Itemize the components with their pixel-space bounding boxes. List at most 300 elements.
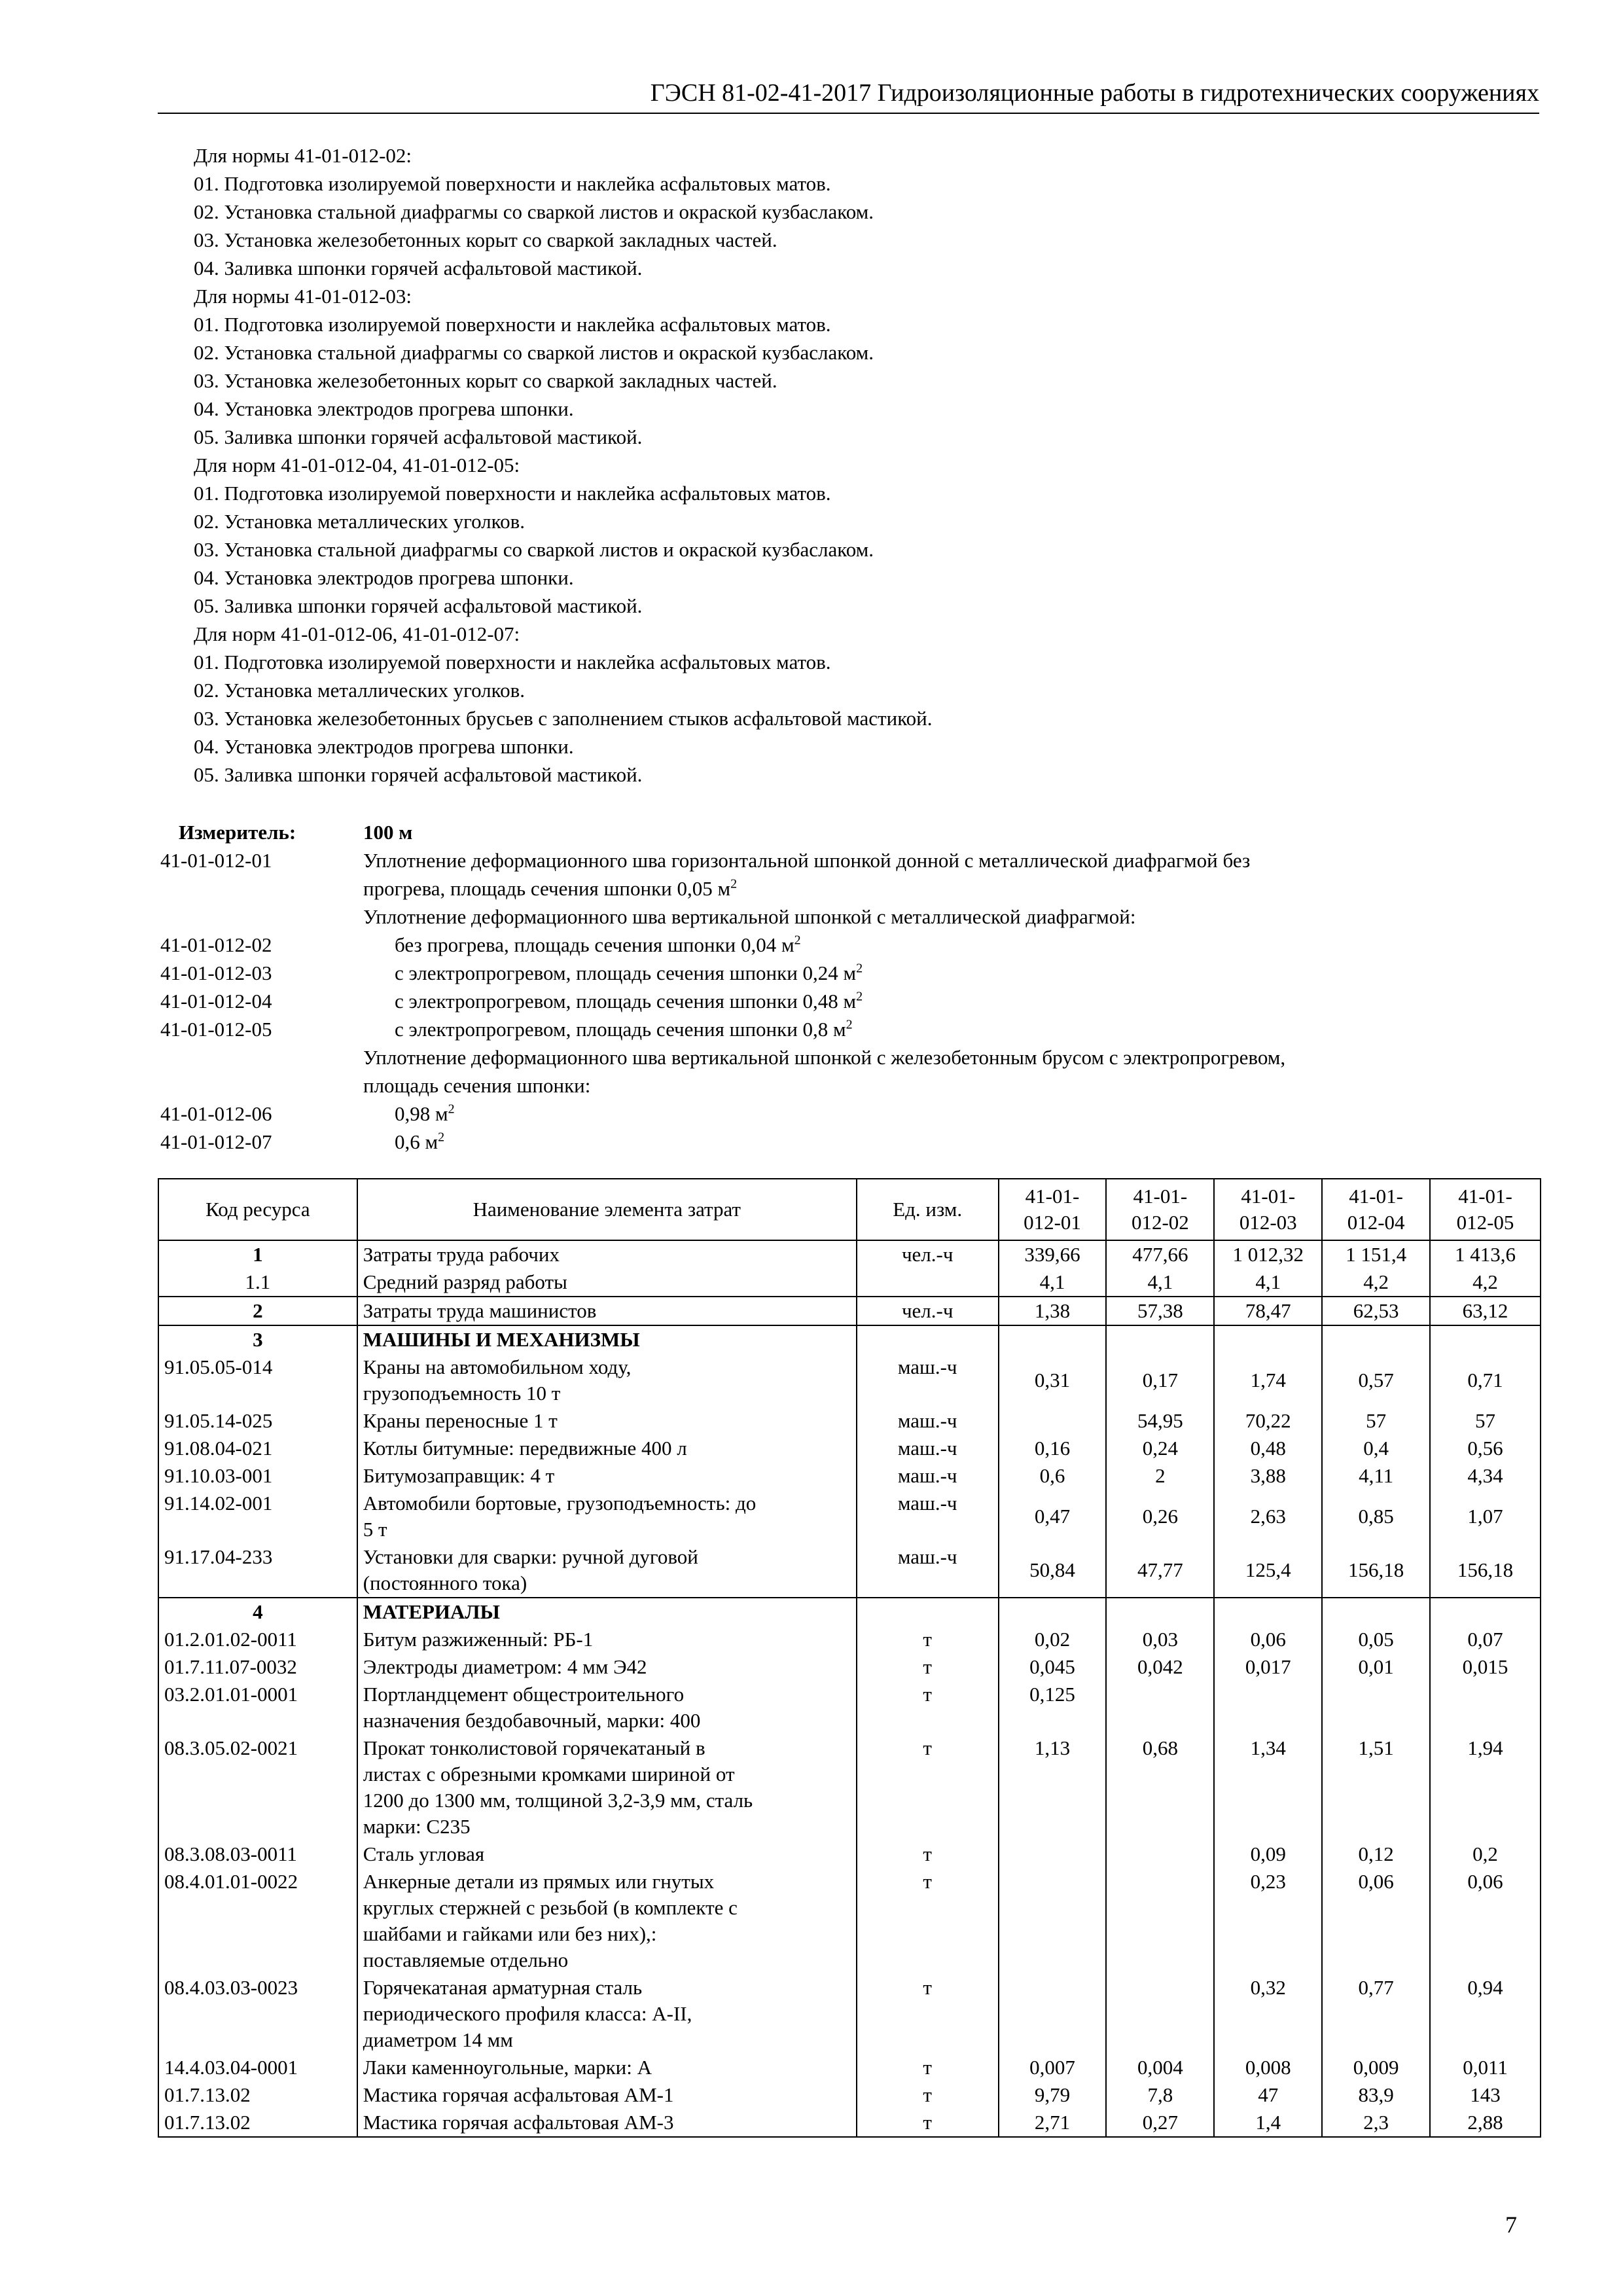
value-cell: 9,79 (999, 2081, 1107, 2109)
norm-text: площадь сечения шпонки: (363, 1074, 591, 1097)
work-line: 02. Установка стальной диафрагмы со сваркой листов и окраской кузбаслаком. (194, 200, 874, 223)
header-norm-line: 012-01 (1024, 1211, 1081, 1234)
value-cell: 63,12 (1430, 1297, 1541, 1325)
value-cell: 4,1 (1214, 1268, 1322, 1297)
value-cell: 0,2 (1430, 1840, 1541, 1868)
norm-text: без прогрева, площадь сечения шпонки 0,04 м (395, 933, 794, 956)
resource-code: 08.4.03.03-0023 (158, 1974, 357, 2054)
measure-value: 100 м (363, 821, 413, 844)
measure-item (160, 987, 1541, 1015)
value-cell: 156,18 (1322, 1543, 1430, 1598)
norm-code (160, 1071, 363, 1100)
value-cell (1322, 1598, 1430, 1626)
norm-code: 41-01-012-07 (160, 1130, 272, 1153)
resource-name (357, 2054, 857, 2081)
value-cell (999, 1974, 1107, 2054)
value-cell (1106, 1681, 1214, 1734)
resource-name (357, 1325, 857, 1354)
value-cell: 0,85 (1322, 1490, 1430, 1543)
resource-name (357, 2081, 857, 2109)
header-norm-line: 012-04 (1347, 1211, 1405, 1234)
measure-item (160, 874, 1541, 903)
norm-text: 0,98 м (395, 1102, 448, 1125)
resource-name-line: Портландцемент общестроительного (363, 1683, 685, 1706)
value-cell: 0,4 (1322, 1435, 1430, 1462)
value-cell: 47 (1214, 2081, 1322, 2109)
value-cell: 0,27 (1106, 2109, 1214, 2137)
table-row (158, 2081, 1541, 2109)
resource-code: 14.4.03.04-0001 (158, 2054, 357, 2081)
value-cell: 2,88 (1430, 2109, 1541, 2137)
measure-item (160, 1043, 1541, 1071)
resource-name (357, 1868, 857, 1974)
header-norm-line: 012-03 (1239, 1211, 1297, 1234)
header-name: Наименование элемента затрат (357, 1179, 857, 1240)
value-cell: 4,2 (1322, 1268, 1430, 1297)
norm-code: 41-01-012-01 (160, 849, 272, 872)
resource-code: 01.7.13.02 (158, 2109, 357, 2137)
resource-name (357, 1490, 857, 1543)
resource-name (357, 1407, 857, 1435)
value-cell: 1 012,32 (1214, 1240, 1322, 1268)
unit-cell: маш.-ч (857, 1407, 999, 1435)
resource-name (357, 1734, 857, 1840)
header-norm-5 (1430, 1179, 1541, 1240)
resource-name-line: листах с обрезными кромками шириной от (363, 1763, 735, 1785)
value-cell: 125,4 (1214, 1543, 1322, 1598)
value-cell (1430, 1598, 1541, 1626)
measure-item (160, 903, 1541, 931)
value-cell: 0,56 (1430, 1435, 1541, 1462)
table-row (158, 1407, 1541, 1435)
measure-label: Измеритель: (179, 821, 296, 844)
unit-cell (857, 1325, 999, 1354)
work-line: 04. Заливка шпонки горячей асфальтовой мастикой. (194, 257, 643, 279)
norm-code (160, 903, 363, 931)
resource-name-line: назначения бездобавочный, марки: 400 (363, 1709, 701, 1732)
unit-cell: чел.-ч (857, 1240, 999, 1268)
resource-name-line: (постоянного тока) (363, 1571, 527, 1594)
value-cell: 4,1 (1106, 1268, 1214, 1297)
value-cell: 70,22 (1214, 1407, 1322, 1435)
norm-description (363, 1128, 1541, 1156)
header-norm-line: 41-01- (1133, 1185, 1188, 1208)
value-cell: 0,12 (1322, 1840, 1430, 1868)
norm-description (363, 1100, 1541, 1128)
value-cell: 47,77 (1106, 1543, 1214, 1598)
resource-name (357, 1543, 857, 1598)
resource-code: 1 (158, 1240, 357, 1268)
work-line: Для нормы 41-01-012-03: (194, 285, 412, 308)
resource-name-line: 5 т (363, 1518, 387, 1541)
resource-name-line: поставляемые отдельно (363, 1948, 569, 1971)
page-number: 7 (1505, 2212, 1517, 2238)
value-cell: 0,07 (1430, 1626, 1541, 1653)
value-cell (1106, 1840, 1214, 1868)
resource-name-line: Средний разряд работы (363, 1270, 567, 1293)
value-cell (1430, 1681, 1541, 1734)
value-cell: 0,24 (1106, 1435, 1214, 1462)
norm-code (160, 1043, 363, 1071)
table-row (158, 1240, 1541, 1268)
unit-cell: маш.-ч (857, 1354, 999, 1407)
measure-item (160, 1071, 1541, 1100)
resource-code: 91.05.05-014 (158, 1354, 357, 1407)
work-line: 04. Установка электродов прогрева шпонки. (194, 735, 574, 758)
unit-cell: маш.-ч (857, 1435, 999, 1462)
measure-item (160, 1128, 1541, 1156)
resource-code: 08.3.08.03-0011 (158, 1840, 357, 1868)
value-cell (1106, 1868, 1214, 1974)
value-cell: 0,6 (999, 1462, 1107, 1490)
value-cell: 0,77 (1322, 1974, 1430, 2054)
resource-name-line: марки: С235 (363, 1815, 471, 1838)
resource-name (357, 1681, 857, 1734)
value-cell: 0,009 (1322, 2054, 1430, 2081)
header-norm-1 (999, 1179, 1107, 1240)
value-cell: 0,01 (1322, 1653, 1430, 1681)
header-code: Код ресурса (158, 1179, 357, 1240)
value-cell: 1,51 (1322, 1734, 1430, 1840)
value-cell (999, 1325, 1107, 1354)
unit-exponent: 2 (438, 1130, 445, 1145)
resource-name-line: Анкерные детали из прямых или гнутых (363, 1870, 715, 1893)
value-cell: 0,015 (1430, 1653, 1541, 1681)
norm-code: 41-01-012-05 (160, 1018, 272, 1041)
unit-cell: т (857, 1734, 999, 1840)
value-cell: 0,06 (1322, 1868, 1430, 1974)
unit-cell (857, 1268, 999, 1297)
value-cell: 0,48 (1214, 1435, 1322, 1462)
value-cell: 0,94 (1430, 1974, 1541, 2054)
value-cell: 0,06 (1430, 1868, 1541, 1974)
unit-cell: т (857, 2081, 999, 2109)
work-line: 03. Установка стальной диафрагмы со сваркой листов и окраской кузбаслаком. (194, 538, 874, 561)
value-cell: 1,13 (999, 1734, 1107, 1840)
norm-code: 41-01-012-02 (160, 933, 272, 956)
resource-name-line: Краны переносные 1 т (363, 1409, 558, 1432)
unit-cell (857, 1598, 999, 1626)
table-row (158, 1297, 1541, 1325)
header-norm-line: 41-01- (1241, 1185, 1296, 1208)
resource-name-line: грузоподъемность 10 т (363, 1382, 561, 1405)
value-cell: 4,34 (1430, 1462, 1541, 1490)
measure-section (160, 818, 1541, 1156)
value-cell: 54,95 (1106, 1407, 1214, 1435)
unit-cell: маш.-ч (857, 1462, 999, 1490)
norm-text: Уплотнение деформационного шва горизонтальной шпонкой донной с металлической диафрагмой без (363, 849, 1251, 872)
value-cell: 57 (1430, 1407, 1541, 1435)
value-cell (1106, 1974, 1214, 2054)
resource-name (357, 1626, 857, 1653)
value-cell: 1,07 (1430, 1490, 1541, 1543)
value-cell (1214, 1325, 1322, 1354)
resource-code: 91.14.02-001 (158, 1490, 357, 1543)
resource-name-line: круглых стержней с резьбой (в комплекте с (363, 1896, 738, 1919)
norm-description (363, 874, 1541, 903)
resource-code: 08.4.01.01-0022 (158, 1868, 357, 1974)
resource-name-line: Битумозаправщик: 4 т (363, 1464, 555, 1487)
value-cell: 0,06 (1214, 1626, 1322, 1653)
work-line: Для норм 41-01-012-06, 41-01-012-07: (194, 622, 520, 645)
value-cell: 4,1 (999, 1268, 1107, 1297)
value-cell: 1 151,4 (1322, 1240, 1430, 1268)
resource-code: 3 (158, 1325, 357, 1354)
resource-name (357, 1840, 857, 1868)
value-cell: 3,88 (1214, 1462, 1322, 1490)
measure-item (160, 846, 1541, 874)
resource-name (357, 1435, 857, 1462)
norm-description (363, 903, 1541, 931)
table-row (158, 2054, 1541, 2081)
value-cell: 1,4 (1214, 2109, 1322, 2137)
resource-name-line: Затраты труда рабочих (363, 1243, 560, 1266)
resource-code: 01.2.01.02-0011 (158, 1626, 357, 1653)
value-cell: 1,94 (1430, 1734, 1541, 1840)
resource-code: 91.05.14-025 (158, 1407, 357, 1435)
table-row (158, 1653, 1541, 1681)
value-cell: 0,05 (1322, 1626, 1430, 1653)
resource-name-line: Мастика горячая асфальтовая АМ-3 (363, 2111, 674, 2134)
norm-text: с электропрогревом, площадь сечения шпонки 0,48 м (395, 990, 857, 1013)
norm-code: 41-01-012-03 (160, 961, 272, 984)
value-cell: 0,004 (1106, 2054, 1214, 2081)
work-line: Для нормы 41-01-012-02: (194, 144, 412, 167)
value-cell: 0,03 (1106, 1626, 1214, 1653)
table-header-row (158, 1179, 1541, 1240)
measure-item (160, 1100, 1541, 1128)
work-composition (194, 141, 933, 789)
value-cell (1322, 1325, 1430, 1354)
header-norm-line: 41-01- (1458, 1185, 1512, 1208)
resource-name (357, 1598, 857, 1626)
value-cell: 0,017 (1214, 1653, 1322, 1681)
unit-cell: т (857, 1626, 999, 1653)
value-cell: 0,47 (999, 1490, 1107, 1543)
resource-code: 01.7.11.07-0032 (158, 1653, 357, 1681)
resource-name-line: МАТЕРИАЛЫ (363, 1600, 500, 1623)
resource-code: 91.08.04-021 (158, 1435, 357, 1462)
unit-cell: чел.-ч (857, 1297, 999, 1325)
value-cell: 0,007 (999, 2054, 1107, 2081)
table-row (158, 1462, 1541, 1490)
value-cell: 1,34 (1214, 1734, 1322, 1840)
value-cell (999, 1407, 1107, 1435)
resource-code: 2 (158, 1297, 357, 1325)
value-cell: 2,63 (1214, 1490, 1322, 1543)
work-line: 05. Заливка шпонки горячей асфальтовой мастикой. (194, 594, 643, 617)
norm-text: Уплотнение деформационного шва вертикальной шпонкой с металлической диафрагмой: (363, 905, 1136, 928)
norm-text: 0,6 м (395, 1130, 438, 1153)
table-row (158, 1681, 1541, 1734)
table-row (158, 1840, 1541, 1868)
norm-code: 41-01-012-06 (160, 1102, 272, 1125)
value-cell: 2,71 (999, 2109, 1107, 2137)
value-cell: 0,32 (1214, 1974, 1322, 2054)
resource-name-line: Мастика горячая асфальтовая АМ-1 (363, 2083, 674, 2106)
resource-code: 91.10.03-001 (158, 1462, 357, 1490)
resource-name (357, 1653, 857, 1681)
value-cell: 1,74 (1214, 1354, 1322, 1407)
table-row (158, 1868, 1541, 1974)
value-cell (1106, 1325, 1214, 1354)
value-cell: 0,71 (1430, 1354, 1541, 1407)
value-cell: 143 (1430, 2081, 1541, 2109)
unit-exponent: 2 (448, 1102, 455, 1117)
resource-name-line: Затраты труда машинистов (363, 1299, 597, 1322)
work-line: 03. Установка железобетонных корыт со сваркой закладных частей. (194, 369, 777, 392)
resource-name (357, 1354, 857, 1407)
work-line: 03. Установка железобетонных корыт со сваркой закладных частей. (194, 228, 777, 251)
value-cell: 1,38 (999, 1297, 1107, 1325)
value-cell: 7,8 (1106, 2081, 1214, 2109)
resource-name-line: диаметром 14 мм (363, 2028, 513, 2051)
norm-description (363, 1015, 1541, 1043)
resource-name-line: Автомобили бортовые, грузоподъемность: до (363, 1492, 757, 1515)
value-cell (1106, 1598, 1214, 1626)
resource-name-line: Электроды диаметром: 4 мм Э42 (363, 1655, 647, 1678)
resource-code: 4 (158, 1598, 357, 1626)
measure-item (160, 1015, 1541, 1043)
resource-name-line: Лаки каменноугольные, марки: А (363, 2056, 652, 2079)
resource-name (357, 1297, 857, 1325)
unit-cell: т (857, 1840, 999, 1868)
resource-code: 1.1 (158, 1268, 357, 1297)
norm-code (160, 874, 363, 903)
value-cell: 0,125 (999, 1681, 1107, 1734)
table-row (158, 1325, 1541, 1354)
value-cell: 477,66 (1106, 1240, 1214, 1268)
value-cell: 0,011 (1430, 2054, 1541, 2081)
unit-cell: маш.-ч (857, 1490, 999, 1543)
value-cell: 1 413,6 (1430, 1240, 1541, 1268)
header-norm-4 (1322, 1179, 1430, 1240)
table-row (158, 1490, 1541, 1543)
resource-code: 01.7.13.02 (158, 2081, 357, 2109)
value-cell (999, 1868, 1107, 1974)
table-row (158, 1354, 1541, 1407)
page-header: ГЭСН 81-02-41-2017 Гидроизоляционные работы в гидротехнических сооружениях (158, 77, 1539, 114)
header-norm-line: 41-01- (1025, 1185, 1080, 1208)
value-cell (1214, 1598, 1322, 1626)
unit-exponent: 2 (856, 961, 863, 976)
value-cell: 0,26 (1106, 1490, 1214, 1543)
norm-code: 41-01-012-04 (160, 990, 272, 1013)
work-line: 02. Установка металлических уголков. (194, 510, 526, 533)
unit-cell: т (857, 2054, 999, 2081)
resource-name (357, 1462, 857, 1490)
norm-description (363, 1071, 1541, 1100)
unit-exponent: 2 (856, 989, 863, 1004)
table-row (158, 1268, 1541, 1297)
resource-name-line: Горячекатаная арматурная сталь (363, 1976, 643, 1999)
norm-description (363, 846, 1541, 874)
work-line: 02. Установка стальной диафрагмы со сваркой листов и окраской кузбаслаком. (194, 341, 874, 364)
header-norm-line: 41-01- (1349, 1185, 1403, 1208)
unit-cell: маш.-ч (857, 1543, 999, 1598)
resource-name-line: Установки для сварки: ручной дуговой (363, 1545, 698, 1568)
work-line: 03. Установка железобетонных брусьев с заполнением стыков асфальтовой мастикой. (194, 707, 933, 730)
work-line: 04. Установка электродов прогрева шпонки. (194, 397, 574, 420)
work-line: 05. Заливка шпонки горячей асфальтовой мастикой. (194, 763, 643, 786)
unit-cell: т (857, 1653, 999, 1681)
resource-name (357, 1974, 857, 2054)
value-cell: 339,66 (999, 1240, 1107, 1268)
value-cell: 2 (1106, 1462, 1214, 1490)
value-cell: 0,57 (1322, 1354, 1430, 1407)
header-norm-2 (1106, 1179, 1214, 1240)
measure-item (160, 931, 1541, 959)
value-cell: 156,18 (1430, 1543, 1541, 1598)
value-cell: 0,23 (1214, 1868, 1322, 1974)
table-row (158, 2109, 1541, 2137)
value-cell (1214, 1681, 1322, 1734)
value-cell: 57 (1322, 1407, 1430, 1435)
resource-code: 03.2.01.01-0001 (158, 1681, 357, 1734)
norm-text: Уплотнение деформационного шва вертикальной шпонкой с железобетонным брусом с электропрогревом, (363, 1046, 1286, 1069)
value-cell: 0,045 (999, 1653, 1107, 1681)
resource-name-line: Сталь угловая (363, 1842, 485, 1865)
resource-name (357, 1240, 857, 1268)
value-cell: 78,47 (1214, 1297, 1322, 1325)
table-row (158, 1974, 1541, 2054)
work-line: Для норм 41-01-012-04, 41-01-012-05: (194, 454, 520, 476)
unit-exponent: 2 (794, 933, 801, 948)
value-cell: 0,31 (999, 1354, 1107, 1407)
resource-name-line: 1200 до 1300 мм, толщиной 3,2-3,9 мм, сталь (363, 1789, 753, 1812)
unit-cell: т (857, 2109, 999, 2137)
resource-name (357, 2109, 857, 2137)
value-cell: 0,02 (999, 1626, 1107, 1653)
work-line: 01. Подготовка изолируемой поверхности и наклейка асфальтовых матов. (194, 172, 831, 195)
value-cell: 57,38 (1106, 1297, 1214, 1325)
resource-code: 08.3.05.02-0021 (158, 1734, 357, 1840)
work-line: 05. Заливка шпонки горячей асфальтовой мастикой. (194, 425, 643, 448)
norm-description (363, 987, 1541, 1015)
value-cell: 0,042 (1106, 1653, 1214, 1681)
value-cell (999, 1840, 1107, 1868)
table-row (158, 1598, 1541, 1626)
resource-name-line: Краны на автомобильном ходу, (363, 1355, 632, 1378)
work-line: 01. Подготовка изолируемой поверхности и наклейка асфальтовых матов. (194, 651, 831, 673)
work-line: 02. Установка металлических уголков. (194, 679, 526, 702)
value-cell: 0,09 (1214, 1840, 1322, 1868)
unit-cell: т (857, 1681, 999, 1734)
table-row (158, 1543, 1541, 1598)
value-cell: 4,11 (1322, 1462, 1430, 1490)
resource-name-line: МАШИНЫ И МЕХАНИЗМЫ (363, 1328, 640, 1351)
norm-description (363, 959, 1541, 987)
header-norm-line: 012-05 (1456, 1211, 1514, 1234)
unit-exponent: 2 (846, 1017, 853, 1032)
value-cell: 0,68 (1106, 1734, 1214, 1840)
header-unit: Ед. изм. (857, 1179, 999, 1240)
unit-cell: т (857, 1868, 999, 1974)
work-line: 01. Подготовка изолируемой поверхности и наклейка асфальтовых матов. (194, 482, 831, 505)
value-cell: 50,84 (999, 1543, 1107, 1598)
value-cell: 0,17 (1106, 1354, 1214, 1407)
cost-table (158, 1178, 1541, 2138)
header-norm-3 (1214, 1179, 1322, 1240)
norm-description (363, 1043, 1541, 1071)
resource-name-line: Битум разжиженный: РБ-1 (363, 1628, 594, 1651)
resource-code: 91.17.04-233 (158, 1543, 357, 1598)
norm-text: с электропрогревом, площадь сечения шпонки 0,24 м (395, 961, 857, 984)
unit-exponent: 2 (730, 876, 738, 891)
work-line: 01. Подготовка изолируемой поверхности и наклейка асфальтовых матов. (194, 313, 831, 336)
header-norm-line: 012-02 (1131, 1211, 1189, 1234)
value-cell (999, 1598, 1107, 1626)
